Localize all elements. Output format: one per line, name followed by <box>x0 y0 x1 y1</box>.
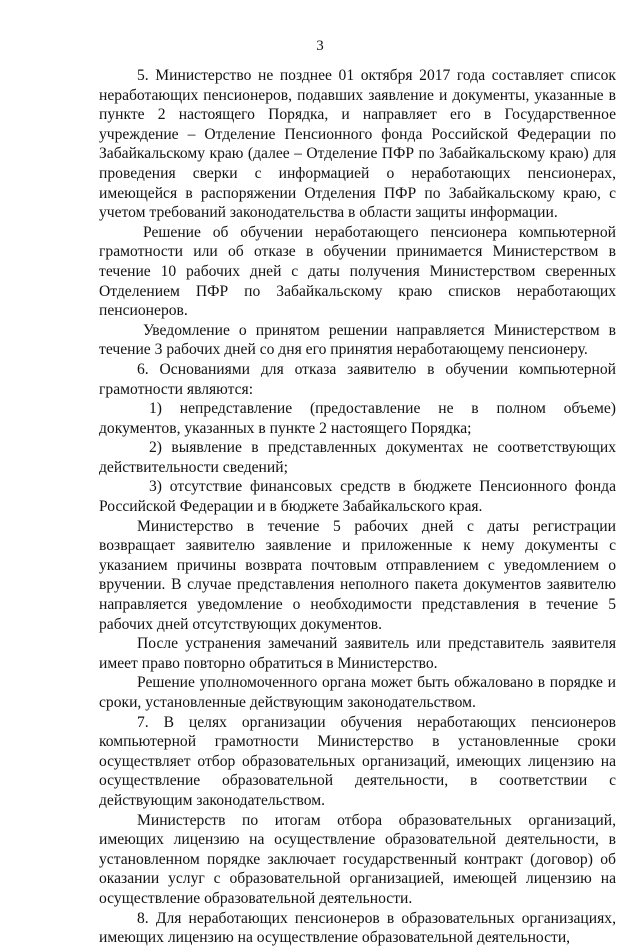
list-item-2: 2) выявление в представленных документах не соответствующих действительности сведений; <box>99 439 616 476</box>
paragraph-decision: Решение об обучении неработающего пенсионера компьютерной грамотности или об отказе в обучении принимается Министерством в течение 10 рабочих дней с даты получения Министерством сверенных Отделением ПФР по Забайкальскому краю списков неработающих пенсионеров. <box>99 223 616 320</box>
paragraph-5: 5. Министерство не позднее 01 октября 2017 года составляет список неработающих пенсионеров, подавших заявление и документы, указанные в пункте 2 настоящего Порядка, и направляет его в Государственное учреждение – Отделение Пенсионного фонда Российской Федерации по Забайкальскому краю (далее – Отделение ПФР по Забайкальскому краю) для проведения сверки с информацией о неработающих пенсионерах, имеющейся в распоряжении Отделения ПФР по Забайкальскому краю, с учетом требований законодательства в области защиты информации. <box>99 67 616 222</box>
paragraph-7: 7. В целях организации обучения неработающих пенсионеров компьютерной грамотности Министерство в установленные сроки осуществляет отбор образовательных организаций, имеющих лицензию на осуществление образовательной деятельности, в соответствии с действующим законодательством. <box>99 713 616 809</box>
paragraph-8: 8. Для неработающих пенсионеров в образовательных организациях, имеющих лицензию на осуществление образовательной деятельности, <box>99 909 616 947</box>
paragraph-contract: Министерств по итогам отбора образовательных организаций, имеющих лицензию на осуществление образовательной деятельности, в установленном порядке заключает государственный контракт (договор) об оказании услуг с образовательной организацией, имеющей лицензию на осуществление образовательной деятельности. <box>99 811 616 907</box>
page-number: 3 <box>316 38 324 54</box>
paragraph-6: 6. Основаниями для отказа заявителю в обучении компьютерной грамотности являются: <box>99 360 616 398</box>
paragraph-return: Министерство в течение 5 рабочих дней с даты регистрации возвращает заявителю заявление и приложенные к нему документы с указанием причины возврата почтовым отправлением с уведомлением о вручении. В случае представления неполного пакета документов заявителю направляется уведомление о необходимости представления в течение 5 рабочих дней отсутствующих документов. <box>99 517 616 633</box>
document-body <box>99 66 616 948</box>
list-item-3: 3) отсутствие финансовых средств в бюджете Пенсионного фонда Российской Федерации и в бюджете Забайкальского края. <box>99 478 616 516</box>
paragraph-notification: Уведомление о принятом решении направляется Министерством в течение 3 рабочих дней со дня его принятия неработающему пенсионеру. <box>99 321 616 359</box>
paragraph-repeat: После устранения замечаний заявитель или представитель заявителя имеет право повторно обратиться в Министерство. <box>99 635 616 672</box>
paragraph-appeal: Решение уполномоченного органа может быть обжаловано в порядке и сроки, установленные действующим законодательством. <box>99 674 616 711</box>
list-item-1: 1) непредставление (предоставление не в полном объеме) документов, указанных в пункте 2 настоящего Порядка; <box>99 400 616 437</box>
